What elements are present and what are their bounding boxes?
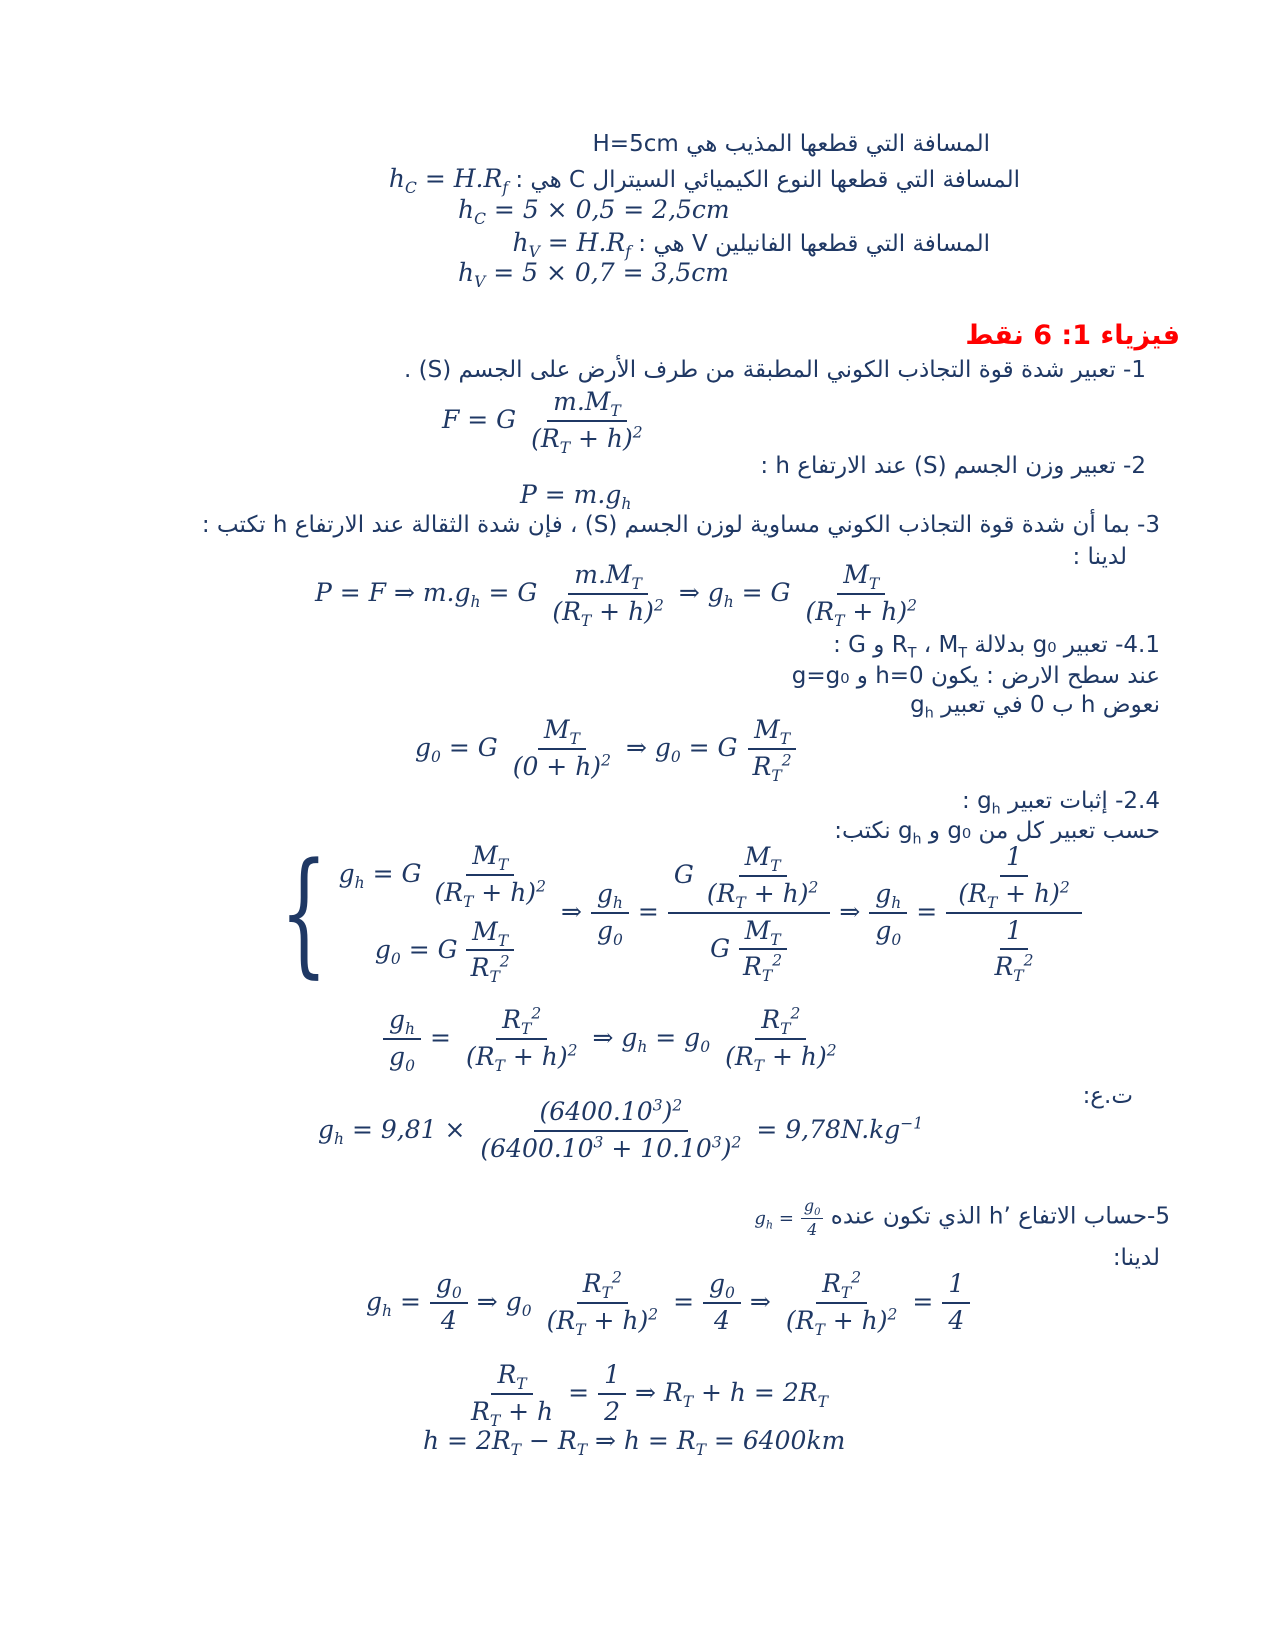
physics-item-3: 3- بما أن شدة قوة التجاذب الكوني مساوية لوزن الجسم (S) ، فإن شدة الثقالة عند الارتفاع h تكتب : — [201, 512, 1160, 538]
equation-final-height — [423, 1426, 846, 1459]
sys-ratio-1 — [591, 878, 629, 949]
physics-section-heading: فيزياء 1: 6 نقط — [965, 320, 1180, 351]
sys-bigfrac2-den-frac — [988, 915, 1039, 986]
eq5a-frac4-num: $R_T^2$ — [816, 1270, 867, 1304]
item5-text: 5-حساب الاتفاع h’‎ الذي تكون عنده — [830, 1203, 1170, 1230]
eq3-fraction-2 — [800, 560, 924, 630]
eq4-frac2-num: $M_T$ — [748, 716, 796, 750]
sys-bigfrac1-num — [668, 843, 830, 914]
eq-f-lhs: F = G — [442, 405, 517, 435]
eq3-frac2-den: $(R_T + h)^2$ — [805, 596, 918, 630]
sys-bigfrac2-num-frac-num: 1 — [1000, 843, 1028, 877]
eq5a-frac3-den: 4 — [714, 1305, 730, 1335]
equation-p-equals-f — [315, 560, 923, 630]
chem-citral-text: المسافة التي قطعها النوع الكيميائي السيترال C هي : — [515, 167, 1020, 193]
item5-math-fraction — [801, 1196, 824, 1241]
sys-big-fraction-1 — [668, 842, 830, 986]
sys-equals-2: = — [916, 897, 938, 927]
eq5b-equals: = — [568, 1378, 590, 1408]
eq3-segment-1: P = F ⇒ $m.g_h = G$ — [315, 578, 538, 612]
sys-ratio2-num: $g_h$ — [869, 880, 907, 914]
eqnum-fraction — [474, 1098, 747, 1164]
eq6-frac2-den: $(R_T + h)^2$ — [725, 1041, 837, 1075]
eq3-segment-2: ⇒ $g_h = G$ — [678, 578, 791, 612]
ladayna-label-2: لدينا: — [1112, 1245, 1160, 1271]
sys-ratio-2 — [869, 878, 907, 949]
physics-item-2-4: 2.4- إثبات تعبير $g_h$ : — [962, 788, 1160, 818]
sys-ratio1-num: $g_h$ — [591, 880, 629, 914]
eq4-frac1-num: $M_T$ — [538, 716, 586, 750]
equation-ratio-result — [383, 1004, 843, 1075]
eq5a-fraction-5 — [942, 1270, 970, 1336]
item5-inline-math — [754, 1196, 823, 1241]
equation-g0 — [415, 715, 798, 785]
sys-r1-den: $(R_T + h)^2$ — [434, 877, 546, 911]
eq-f-numerator: $m.M_T$ — [547, 388, 627, 422]
surface-condition-line: عند سطح الارض : يكون h=0 و g=g₀ — [791, 663, 1160, 689]
equation-gravitational-force — [442, 387, 649, 457]
sys-r1-lhs: $g_h = G$ — [338, 859, 422, 893]
eq5a-fraction-2 — [541, 1268, 665, 1339]
chem-vanillin-calculation — [458, 258, 729, 291]
equation-system — [272, 832, 1082, 991]
eq5a-segment-2: ⇒ $g_0$ — [476, 1287, 532, 1321]
sys-bigfrac2-num-frac-den: $(R_T + h)^2$ — [958, 878, 1070, 912]
chem-citral-calculation — [458, 195, 730, 228]
eq5b-result: ⇒ $R_T + h = 2R_T$ — [634, 1378, 828, 1412]
eq4-segment-1: $g_0 = G$ — [415, 733, 498, 767]
eq5b-frac1-num: $R_T$ — [491, 1361, 532, 1395]
eq6-fraction-1 — [460, 1004, 584, 1075]
item5-inline-row — [754, 1196, 823, 1241]
sys-bigfrac2-den — [982, 914, 1045, 986]
eq5a-frac5-den: 4 — [948, 1305, 965, 1335]
chem-line-citral — [389, 163, 1020, 196]
physics-item-2: 2- تعبير وزن الجسم (S) عند الارتفاع h : — [760, 453, 1146, 479]
eq5a-frac4-den: $(R_T + h)^2$ — [785, 1305, 898, 1339]
equation-numerical — [318, 1098, 923, 1164]
chem-vanillin-text: المسافة التي قطعها الفانيلين V هي : — [638, 231, 990, 257]
eq5a-frac1-den: 4 — [440, 1305, 457, 1335]
physics-item-5 — [754, 1196, 1170, 1241]
eqnum-den: $(6400.10^3 + 10.10^3)^2$ — [480, 1133, 742, 1163]
sys-bigfrac1-num-g: G — [673, 860, 694, 890]
eq-f-fraction — [525, 387, 649, 457]
eq6-ratio — [383, 1005, 421, 1075]
chem-line-vanillin — [512, 227, 990, 260]
sys-ratio1-den: $g_0$ — [596, 915, 623, 949]
sys-bigfrac2-num — [946, 843, 1082, 914]
eq6-frac2-num: $R_T^2$ — [755, 1006, 806, 1040]
eq5a-frac2-num: $R_T^2$ — [577, 1270, 628, 1304]
eq-p-text: $P = m.g_h$ — [520, 480, 632, 513]
eq5a-frac2-den: $(R_T + h)^2$ — [546, 1305, 659, 1339]
eq5a-fraction-3 — [703, 1270, 741, 1336]
eq4-fraction-1 — [507, 716, 617, 782]
sys-r2-fraction — [465, 916, 516, 987]
eq6-segment-2: ⇒ $g_h = g_0$ — [592, 1023, 711, 1057]
eq3-frac1-den: $(R_T + h)^2$ — [552, 596, 664, 630]
sys-bigfrac1-num-frac-num: $M_T$ — [739, 843, 787, 877]
according-line: حسب تعبير كل من g₀ و $g_h$ نكتب: — [834, 818, 1160, 848]
eq5b-fraction-2 — [598, 1361, 626, 1427]
eq4-fraction-2 — [747, 715, 798, 785]
eqnum-num: $(6400.10^3)^2$ — [534, 1098, 689, 1132]
eq6-frac1-num: $R_T^2$ — [496, 1006, 547, 1040]
sys-bigfrac1-num-frac-den: $(R_T + h)^2$ — [706, 878, 819, 912]
eq3-fraction-1 — [546, 560, 670, 630]
eq6-fraction-2 — [719, 1004, 843, 1075]
system-brace: { — [279, 832, 328, 991]
eq5a-fraction-1 — [430, 1270, 468, 1336]
sys-r2-lhs: $g_0 = G$ — [374, 934, 458, 968]
chem-line-solvent-distance: المسافة التي قطعها المذيب هي H=5cm — [592, 131, 990, 157]
sys-big-fraction-2 — [946, 842, 1082, 986]
eq6-equals: = — [430, 1023, 451, 1053]
sys-bigfrac1-den-frac — [737, 915, 788, 986]
eq6-frac1-den: $(R_T + h)^2$ — [465, 1041, 578, 1075]
system-rows — [338, 841, 552, 987]
item5-math-lhs: $g_h$ = — [754, 1207, 794, 1232]
eq6-ratio-den: $g_0$ — [389, 1041, 415, 1075]
eq-f-denominator: $(R_T + h)^2$ — [531, 423, 643, 457]
eq3-frac1-num: $m.M_T$ — [568, 561, 648, 595]
sys-r1-fraction — [428, 841, 552, 911]
sys-r2-den: $R_T^2$ — [470, 952, 510, 987]
substitute-line: نعوض h ب 0 في تعبير $g_h$ — [910, 692, 1160, 722]
eq3-frac2-num: $M_T$ — [837, 561, 885, 595]
sys-bigfrac2-den-frac-num: 1 — [1000, 917, 1028, 951]
physics-item-1: 1- تعبير شدة قوة التجاذب الكوني المطبقة من طرف الأرض على الجسم (S) . — [403, 357, 1146, 383]
chem-vanillin-formula: $h_V = H.R_f$ — [512, 228, 631, 261]
sys-bigfrac1-den-frac-den: $R_T^2$ — [743, 951, 783, 986]
item5-math-den: 4 — [807, 1219, 818, 1239]
eq5a-segment-3: = — [673, 1287, 695, 1317]
eqnum-lhs: $g_h = 9,81$ × — [318, 1115, 466, 1149]
sys-equals-1: = — [637, 897, 659, 927]
sys-bigfrac1-den — [704, 914, 794, 986]
sys-ratio2-den: $g_0$ — [875, 915, 902, 949]
eq5a-frac3-num: $g_0$ — [703, 1270, 741, 1304]
physics-item-4-1: 4.1- تعبير g₀ بدلالة $M_T$ ‏،‏ $R_T$ و G : — [833, 632, 1160, 662]
eq5a-segment-4: ⇒ — [749, 1287, 771, 1317]
sys-bigfrac1-den-g: G — [710, 933, 731, 963]
equation-half-ratio — [465, 1360, 828, 1430]
item5-math-num: $g_0$ — [801, 1196, 824, 1219]
sys-bigfrac1-num-frac — [701, 842, 825, 912]
sys-implies-1: ⇒ — [560, 897, 582, 927]
eqnum-result: = $9,78N.kg^{-1}$ — [756, 1115, 924, 1145]
system-row-g0 — [374, 916, 516, 987]
eq5b-frac1-den: $R_T + h$ — [471, 1396, 554, 1430]
eq5b-frac2-num: 1 — [598, 1361, 626, 1395]
ladayna-label-1: لدينا : — [1072, 544, 1127, 570]
eq5b-frac2-den: 2 — [604, 1396, 620, 1426]
equation-quarter-condition — [366, 1268, 970, 1339]
eq5a-frac1-num: $g_0$ — [430, 1270, 468, 1304]
sys-bigfrac1-den-frac-num: $M_T$ — [739, 917, 787, 951]
chem-vanillin-calc-text: $h_V = 5 \times 0,7 = 3,5cm$ — [458, 258, 729, 291]
eq5a-frac5-num: 1 — [942, 1270, 970, 1304]
eq4-frac1-den: $(0 + h)^2$ — [512, 751, 611, 781]
eq5a-segment-1: $g_h$ = — [366, 1287, 421, 1321]
equation-weight — [520, 480, 632, 513]
sys-r1-num: $M_T$ — [466, 842, 514, 876]
eq6-ratio-num: $g_h$ — [383, 1006, 421, 1040]
system-row-gh — [338, 841, 552, 911]
chem-citral-calc-text: $h_C = 5 \times 0,5 = 2,5cm$ — [458, 195, 730, 228]
chem-citral-formula: $h_C = H.R_f$ — [388, 164, 509, 197]
eq5b-fraction-1 — [465, 1360, 559, 1430]
sys-r2-num: $M_T$ — [466, 918, 514, 952]
sys-bigfrac2-num-frac — [952, 842, 1076, 912]
sys-bigfrac2-den-frac-den: $R_T^2$ — [994, 951, 1034, 986]
eq5a-fraction-4 — [780, 1268, 904, 1339]
sys-implies-2: ⇒ — [839, 897, 861, 927]
eq5c-text: $h = 2R_T - R_T$ ⇒ $h = R_T = 6400km$ — [423, 1426, 846, 1459]
eq4-segment-2: ⇒ $g_0 = G$ — [625, 733, 738, 767]
eq4-frac2-den: $R_T^2$ — [752, 751, 792, 785]
eq5a-segment-5: = — [912, 1287, 934, 1317]
numerical-application-label: ت.ع: — [1082, 1083, 1133, 1109]
